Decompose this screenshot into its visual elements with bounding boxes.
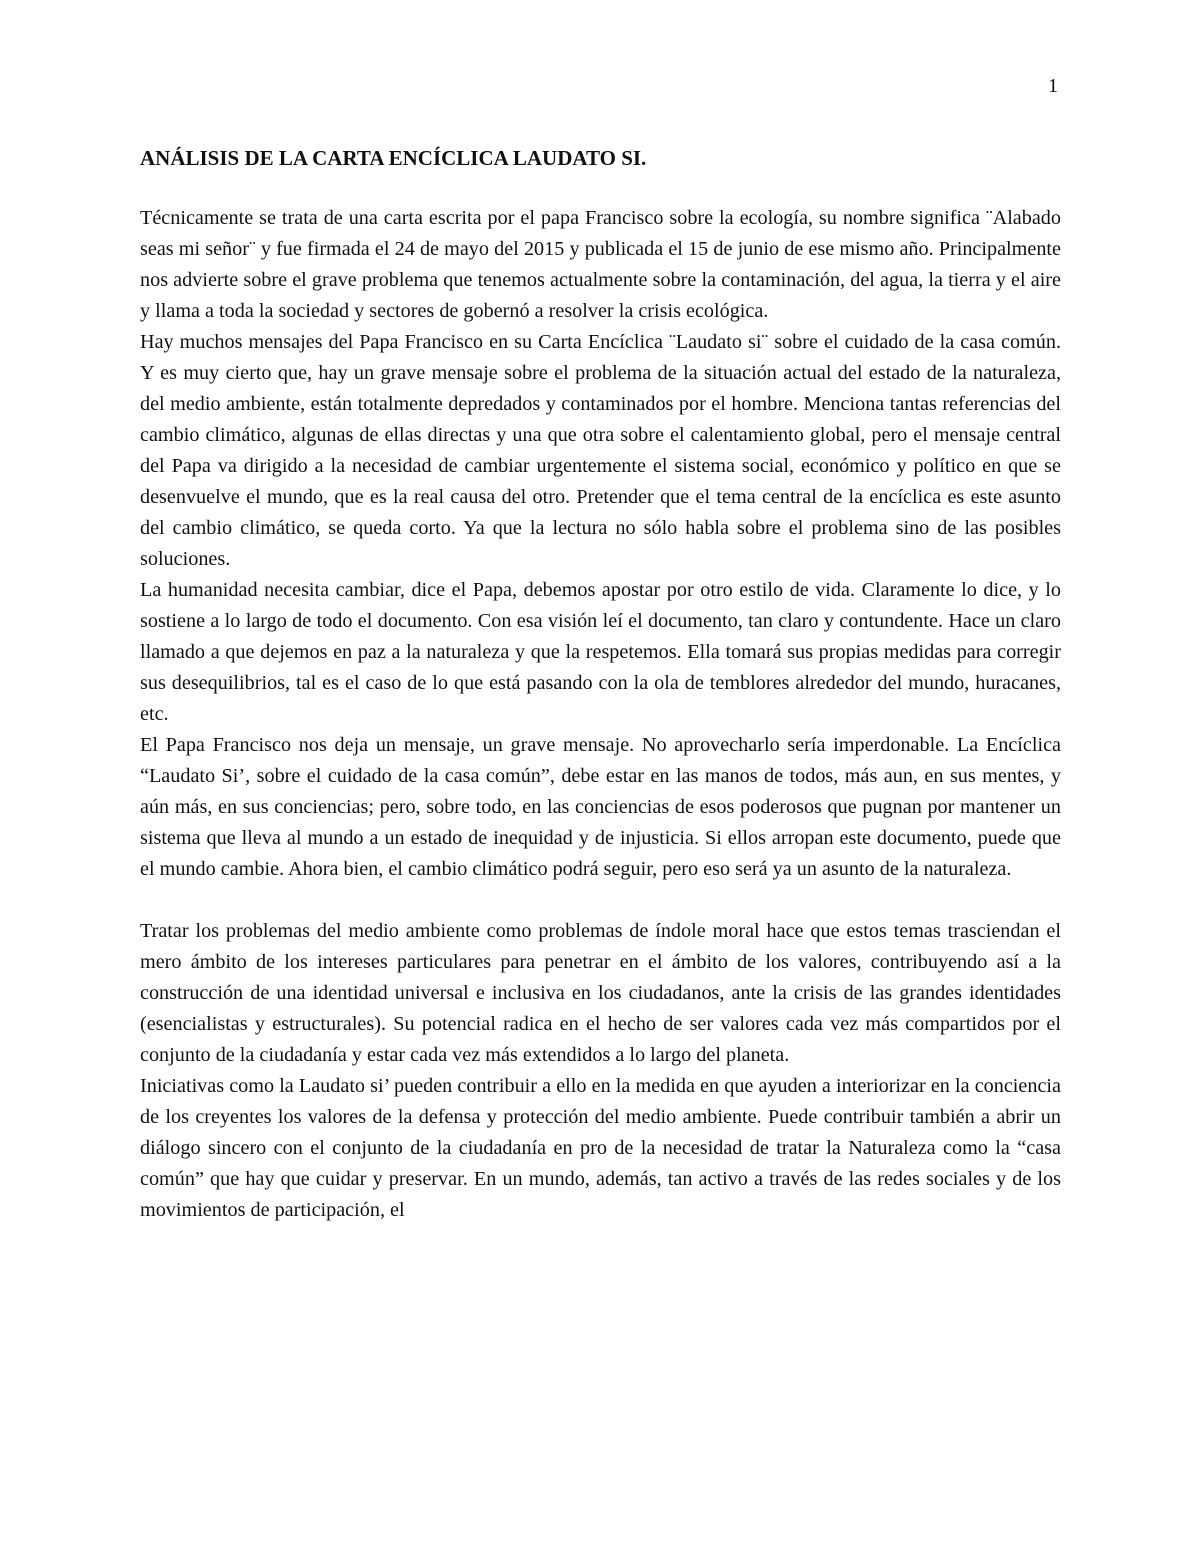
paragraph-1: Técnicamente se trata de una carta escrita por el papa Francisco sobre la ecología, su nombre significa ¨Alabado seas mi señor¨ y fue firmada el 24 de mayo del 2015 y publicada el 15 de junio de ese mismo año. Principalmente nos advierte sobre el grave problema que tenemos actualmente sobre la contaminación, del agua, la tierra y el aire y llama a toda la sociedad y sectores de gobernó a resolver la crisis ecológica. xyxy=(140,207,1061,322)
paragraph-2: Hay muchos mensajes del Papa Francisco en su Carta Encíclica ¨Laudato si¨ sobre el cuidado de la casa común. Y es muy cierto que, hay un grave mensaje sobre el problema de la situación actual del estado de la naturaleza, del medio ambiente, están totalmente depredados y contaminados por el hombre. Menciona tantas referencias del cambio climático, algunas de ellas directas y una que otra sobre el calentamiento global, pero el mensaje central del Papa va dirigido a la necesidad de cambiar urgentemente el sistema social, económico y político en que se desenvuelve el mundo, que es la real causa del otro. Pretender que el tema central de la encíclica es este asunto del cambio climático, se queda corto. Ya que la lectura no sólo habla sobre el problema sino de las posibles soluciones. xyxy=(140,331,1061,570)
document-body xyxy=(140,143,1061,1226)
paragraph-5: Tratar los problemas del medio ambiente como problemas de índole moral hace que estos temas trasciendan el mero ámbito de los intereses particulares para penetrar en el ámbito de los valores, contribuyendo así a la construcción de una identidad universal e inclusiva en los ciudadanos, ante la crisis de las grandes identidades (esencialistas y estructurales). Su potencial radica en el hecho de ser valores cada vez más compartidos por el conjunto de la ciudadanía y estar cada vez más extendidos a lo largo del planeta. xyxy=(140,920,1061,1066)
paragraph-3: La humanidad necesita cambiar, dice el Papa, debemos apostar por otro estilo de vida. Claramente lo dice, y lo sostiene a lo largo de todo el documento. Con esa visión leí el documento, tan claro y contundente. Hace un claro llamado a que dejemos en paz a la naturaleza y que la respetemos. Ella tomará sus propias medidas para corregir sus desequilibrios, tal es el caso de lo que está pasando con la ola de temblores alrededor del mundo, huracanes, etc. xyxy=(140,579,1061,725)
document-title: ANÁLISIS DE LA CARTA ENCÍCLICA LAUDATO SI. xyxy=(140,146,647,170)
paragraph-4: El Papa Francisco nos deja un mensaje, un grave mensaje. No aprovecharlo sería imperdonable. La Encíclica “Laudato Si’, sobre el cuidado de la casa común”, debe estar en las manos de todos, más aun, en sus mentes, y aún más, en sus conciencias; pero, sobre todo, en las conciencias de esos poderosos que pugnan por mantener un sistema que lleva al mundo a un estado de inequidad y de injusticia. Si ellos arropan este documento, puede que el mundo cambie. Ahora bien, el cambio climático podrá seguir, pero eso será ya un asunto de la naturaleza. xyxy=(140,734,1061,880)
paragraph-6: Iniciativas como la Laudato si’ pueden contribuir a ello en la medida en que ayuden a interiorizar en la conciencia de los creyentes los valores de la defensa y protección del medio ambiente. Puede contribuir también a abrir un diálogo sincero con el conjunto de la ciudadanía en pro de la necesidad de tratar la Naturaleza como la “casa común” que hay que cuidar y preservar. En un mundo, además, tan activo a través de las redes sociales y de los movimientos de participación, el xyxy=(140,1075,1061,1221)
page-number: 1 xyxy=(1048,75,1058,97)
